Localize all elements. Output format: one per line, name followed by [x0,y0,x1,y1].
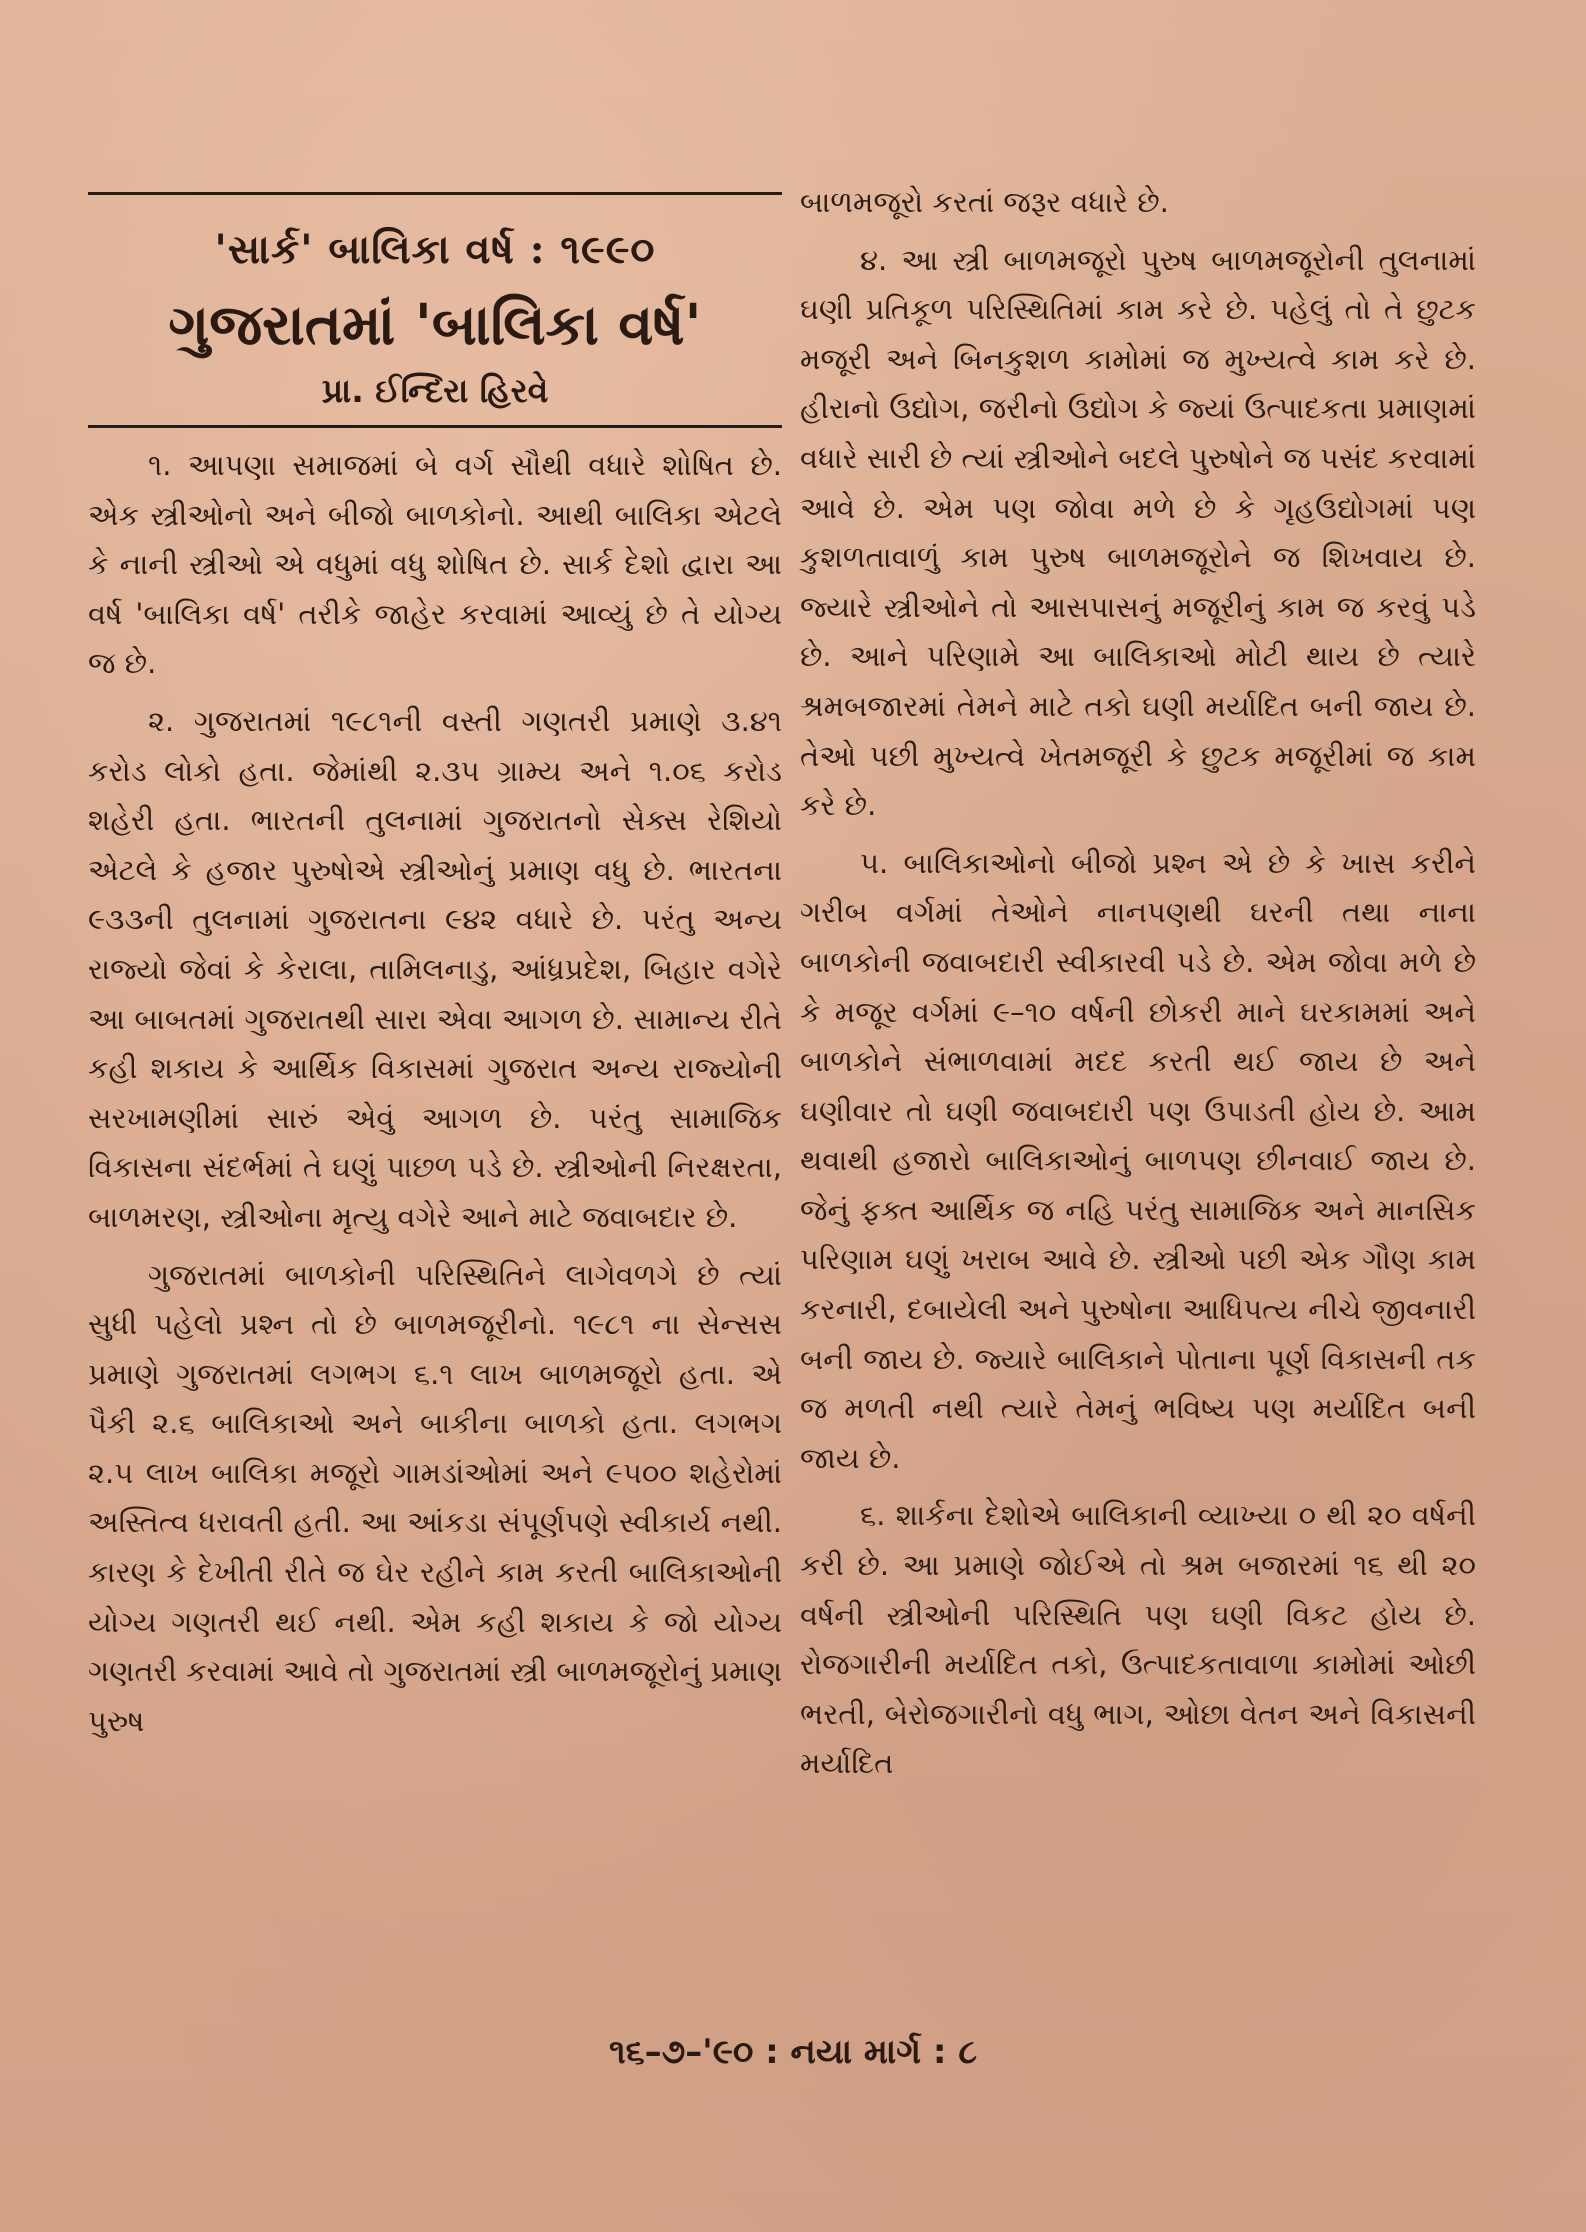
paragraph-4: ૪. આ સ્ત્રી બાળમજૂરો પુરુષ બાળમજૂરોની તુલનામાં ઘણી પ્રતિકૂળ પરિસ્થિતિમાં કામ કરે છે. પહેલું તો તે છુટક મજૂરી અને બિનકુશળ કામોમાં જ મુખ્યત્વે કામ કરે છે. હીરાનો ઉદ્યોગ, જરીનો ઉદ્યોગ કે જ્યાં ઉત્પાદકતા પ્રમાણમાં વધારે સારી છે ત્યાં સ્ત્રીઓને બદલે પુરુષોને જ પસંદ કરવામાં આવે છે. એમ પણ જોવા મળે છે કે ગૃહઉદ્યોગમાં પણ કુશળતાવાળું કામ પુરુષ બાળમજૂરોને જ શિખવાય છે. જ્યારે સ્ત્રીઓને તો આસપાસનું મજૂરીનું કામ જ કરવું પડે છે. આને પરિણામે આ બાલિકાઓ મોટી થાય છે ત્યારે શ્રમબજારમાં તેમને માટે તકો ઘણી મર્યાદિત બની જાય છે. તેઓ પછી મુખ્યત્વે ખેતમજૂરી કે છુટક મજૂરીમાં જ કામ કરે છે. [800,242,1476,823]
paragraph-2: ૨. ગુજરાતમાં ૧૯૮૧ની વસ્તી ગણતરી પ્રમાણે ૩.૪૧ કરોડ લોકો હતા. જેમાંથી ૨.૩૫ ગ્રામ્ય અને ૧.૦૬ કરોડ શહેરી હતા. ભારતની તુલનામાં ગુજરાતનો સેક્સ રેશિયો એટલે કે હજાર પુરુષોએ સ્ત્રીઓનું પ્રમાણ વધુ છે. ભારતના ૯૩૩ની તુલનામાં ગુજરાતના ૯૪૨ વધારે છે. પરંતુ અન્ય રાજ્યો જેવાં કે કેરાલા, તામિલનાડુ, આંધ્રપ્રદેશ, બિહાર વગેરે આ બાબતમાં ગુજરાતથી સારા એવા આગળ છે. સામાન્ય રીતે કહી શકાય કે આર્થિક વિકાસમાં ગુજરાત અન્ય રાજ્યોની સરખામણીમાં સારું એવું આગળ છે. પરંતુ સામાજિક વિકાસના સંદર્ભમાં તે ઘણું પાછળ પડે છે. સ્ત્રીઓની નિરક્ષરતા, બાળમરણ, સ્ત્રીઓના મૃત્યુ વગેરે આને માટે જવાબદાર છે. [88,703,782,1234]
left-column [88,441,782,1746]
paragraph-6: ૬. શાર્કના દેશોએ બાલિકાની વ્યાખ્યા ૦ થી ૨૦ વર્ષની કરી છે. આ પ્રમાણે જોઈએ તો શ્રમ બજારમાં ૧૬ થી ૨૦ વર્ષની સ્ત્રીઓની પરિસ્થિતિ પણ ઘણી વિકટ હોય છે. રોજગારીની મર્યાદિત તકો, ઉત્પાદકતાવાળા કામોમાં ઓછી ભરતી, બેરોજગારીનો વધુ ભાગ, ઓછા વેતન અને વિકાસની મર્યાદિત [800,1498,1476,1781]
article-author: પ્રા. ઈન્દિરા હિરવે [321,371,549,410]
header-bottom-rule [88,425,782,428]
paragraph-5: ૫. બાલિકાઓનો બીજો પ્રશ્ન એ છે કે ખાસ કરીને ગરીબ વર્ગમાં તેઓને નાનપણથી ઘરની તથા નાના બાળકોની જવાબદારી સ્વીકારવી પડે છે. એમ જોવા મળે છે કે મજૂર વર્ગમાં ૯–૧૦ વર્ષની છોકરી માને ઘરકામમાં અને બાળકોને સંભાળવામાં મદદ કરતી થઈ જાય છે અને ઘણીવાર તો ઘણી જવાબદારી પણ ઉપાડતી હોય છે. આમ થવાથી હજારો બાલિકાઓનું બાળપણ છીનવાઈ જાય છે. જેનું ફક્ત આર્થિક જ નહિ પરંતુ સામાજિક અને માનસિક પરિણામ ઘણું ખરાબ આવે છે. સ્ત્રીઓ પછી એક ગૌણ કામ કરનારી, દબાયેલી અને પુરુષોના આધિપત્ય નીચે જીવનારી બની જાય છે. જ્યારે બાલિકાને પોતાના પૂર્ણ વિકાસની તક જ મળતી નથી ત્યારે તેમનું ભવિષ્ય પણ મર્યાદિત બની જાય છે. [800,845,1476,1475]
article-subtitle: 'સાર્ક' બાલિકા વર્ષ : ૧૯૯૦ [214,226,656,273]
page-footer: ૧૬–૭–'૯૦ : નયા માર્ગ : ૮ [608,2032,978,2072]
paragraph-1: ૧. આપણા સમાજમાં બે વર્ગ સૌથી વધારે શોષિત છે. એક સ્ત્રીઓનો અને બીજો બાળકોનો. આથી બાલિકા એટલે કે નાની સ્ત્રીઓ એ વધુમાં વધુ શોષિત છે. સાર્ક દેશો દ્વારા આ વર્ષ 'બાલિકા વર્ષ' તરીકે જાહેર કરવામાં આવ્યું છે તે યોગ્ય જ છે. [88,448,782,681]
right-column [800,178,1476,1789]
article-title: ગુજરાતમાં 'બાલિકા વર્ષ' [168,292,702,358]
paragraph-3-continued: બાળમજૂરો કરતાં જરૂર વધારે છે. [800,185,1169,219]
paragraph-3: ગુજરાતમાં બાળકોની પરિસ્થિતિને લાગેવળગે છે ત્યાં સુધી પહેલો પ્રશ્ન તો છે બાળમજૂરીનો. ૧૯૮૧ ના સેન્સસ પ્રમાણે ગુજરાતમાં લગભગ ૬.૧ લાખ બાળમજૂરો હતા. એ પૈકી ૨.૬ બાલિકાઓ અને બાકીના બાળકો હતા. લગભગ ૨.૫ લાખ બાલિકા મજૂરો ગામડાંઓમાં અને ૯૫૦૦ શહેરોમાં અસ્તિત્વ ધરાવતી હતી. આ આંકડા સંપૂર્ણપણે સ્વીકાર્ય નથી. કારણ કે દેખીતી રીતે જ ઘેર રહીને કામ કરતી બાલિકાઓની યોગ્ય ગણતરી થઈ નથી. એમ કહી શકાય કે જો યોગ્ય ગણતરી કરવામાં આવે તો ગુજરાતમાં સ્ત્રી બાળમજૂરોનું પ્રમાણ પુરુષ [88,1257,782,1738]
header-top-rule [88,192,782,195]
article-header [88,200,782,420]
